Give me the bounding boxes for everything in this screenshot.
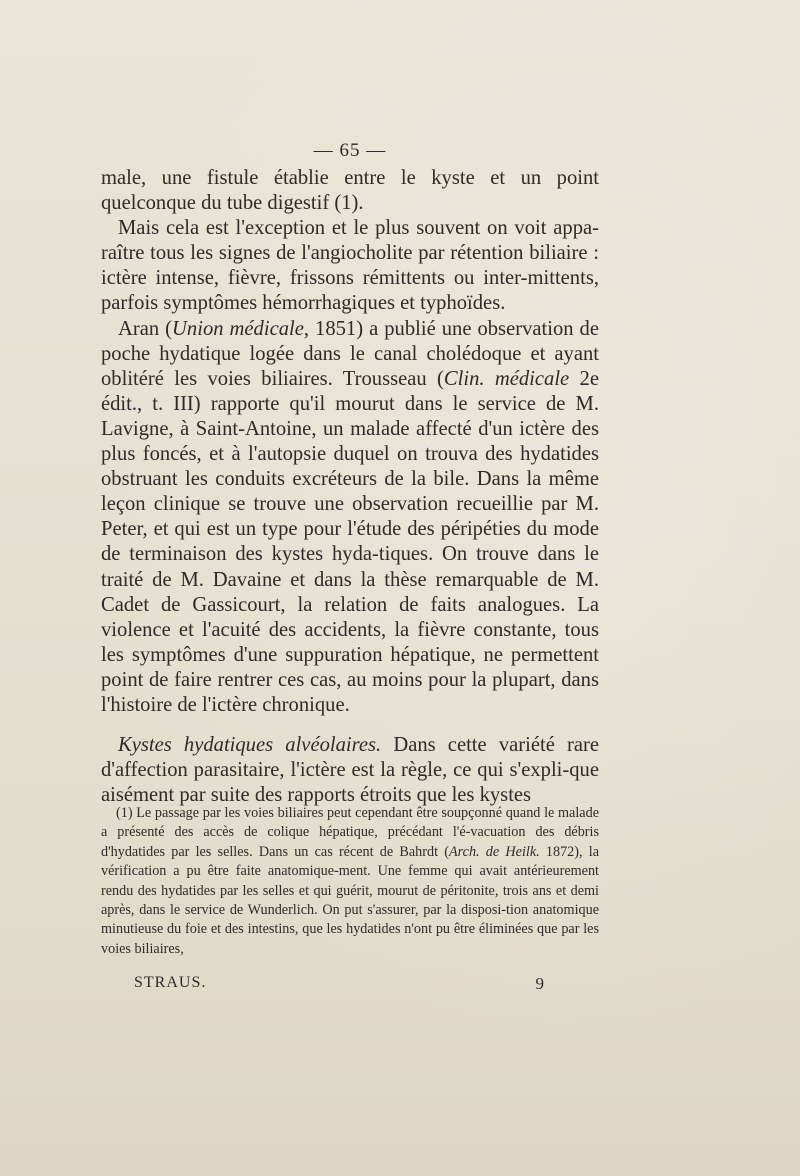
citation: Clin. médicale <box>443 367 570 390</box>
page-number: — 65 — <box>313 140 387 161</box>
author-name: STRAUS. <box>134 974 207 991</box>
text-run: (1) Le passage par les voies biliaires peut cependant être soupçonné quand le malade a présenté des accès de colique hépatique, précédant l'é-vacuation des débris d'hydatides par les selles. Dans un cas récent de Bahrdt ( <box>101 805 599 860</box>
text-run: , 1851) a publié une observation de poche hydatique logée dans le canal cholédoque et ayant oblitéré les voies biliaires. Trousseau ( <box>101 317 599 390</box>
footnote <box>101 804 599 959</box>
paragraph <box>101 317 599 719</box>
paragraph <box>101 733 599 808</box>
text-run: Dans cette variété rare d'affection parasitaire, l'ictère est la règle, ce qui s'expli-que aisément par suite des rapports étroits que les kystes <box>101 734 599 807</box>
signature-mark: 9 <box>535 974 544 993</box>
footnote-text <box>101 804 599 959</box>
text-run: 1872), la vérification a pu être faite anatomique-ment. Une femme qui avait antérieurement rendu des hydatides par les selles et qui guérit, mourut de péritonite, trois ans et demi après, dans le service de Wunderlich. On put s'assurer, par la disposi-tion anatomique minutieuse du foie et des intestins, que les hydatides n'ont pu être éliminées que par les voies biliaires, <box>101 843 600 957</box>
paragraph: Mais cela est l'exception et le plus souvent on voit appa-raître tous les signes de l'angiocholite par rétention biliaire : ictère intense, fièvre, frissons rémittents ou inter-mittents, parfois symptômes hémorrhagiques et typhoïdes. <box>101 217 599 315</box>
text-run: Aran ( <box>118 317 173 340</box>
text-run: 2e édit., t. III) rapporte qu'il mourut dans le service de M. Lavigne, à Saint-Antoine, un malade affecté d'un ictère des plus foncés, et à l'autopsie duquel on trouva des hydatides obstruant les conduits excréteurs de la bile. Dans la même leçon clinique se trouve une observation recueillie par M. Peter, et qui est un type pour l'étude des péripéties du mode de terminaison des kystes hyda-tiques. On trouve dans le traité de M. Davaine et dans la thèse remarquable de M. Cadet de Gassicourt, la relation de faits analogues. La violence et l'acuité des accidents, la fièvre constante, tous les symptômes d'une suppuration hépatique, ne permettent point de faire rentrer ces cas, au moins pour la plupart, dans l'histoire de l'ictère chronique. <box>101 367 599 716</box>
citation: Arch. de Heilk. <box>448 843 540 860</box>
main-text <box>101 166 599 808</box>
citation: Union médicale <box>172 317 304 340</box>
section-heading: Kystes hydatiques alvéolaires. <box>118 734 382 757</box>
paragraph: male, une fistule établie entre le kyste et un point quelconque du tube digestif (1). <box>101 167 599 215</box>
